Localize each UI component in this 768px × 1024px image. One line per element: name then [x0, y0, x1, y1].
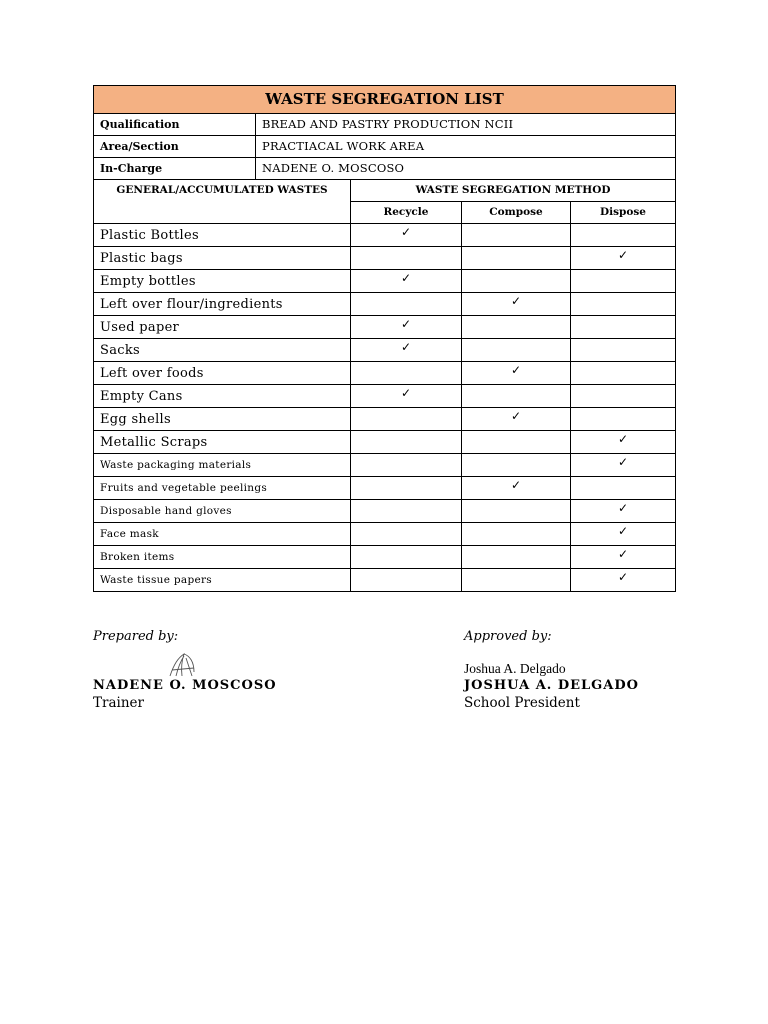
waste-segregation-table	[93, 85, 676, 592]
dispose-cell	[571, 523, 676, 546]
title-row	[94, 86, 676, 114]
compose-cell	[462, 454, 571, 477]
table-row	[94, 270, 676, 293]
check-mark-icon: ✓	[617, 570, 629, 584]
prepared-by-name: NADENE O. MOSCOSO	[93, 678, 277, 693]
waste-item-name: Used paper	[94, 316, 351, 339]
waste-item-name: Face mask	[94, 523, 351, 546]
check-mark-icon: ✓	[510, 478, 522, 492]
check-mark-icon: ✓	[617, 524, 629, 538]
approved-by-signature: Joshua A. Delgado	[464, 661, 566, 676]
check-mark-icon: ✓	[617, 432, 629, 446]
waste-item-name: Left over flour/ingredients	[94, 293, 351, 316]
dispose-cell	[571, 247, 676, 270]
table-row	[94, 247, 676, 270]
recycle-cell	[351, 431, 462, 454]
compose-cell	[462, 339, 571, 362]
signature-scribble	[166, 650, 198, 680]
recycle-cell	[351, 500, 462, 523]
waste-item-name: Egg shells	[94, 408, 351, 431]
recycle-cell	[351, 362, 462, 385]
recycle-cell	[351, 270, 462, 293]
check-mark-icon: ✓	[400, 317, 412, 331]
compose-cell	[462, 270, 571, 293]
dispose-cell	[571, 316, 676, 339]
qualification-value: BREAD AND PASTRY PRODUCTION NCII	[256, 114, 676, 136]
table-row	[94, 454, 676, 477]
compose-column-header: Compose	[462, 202, 571, 224]
table-row	[94, 477, 676, 500]
compose-cell	[462, 293, 571, 316]
waste-item-name: Metallic Scraps	[94, 431, 351, 454]
dispose-cell	[571, 454, 676, 477]
compose-cell	[462, 224, 571, 247]
compose-cell	[462, 385, 571, 408]
info-row	[94, 158, 676, 180]
check-mark-icon: ✓	[400, 386, 412, 400]
area-section-label: Area/Section	[94, 136, 256, 158]
recycle-cell	[351, 523, 462, 546]
waste-item-name: Fruits and vegetable peelings	[94, 477, 351, 500]
dispose-cell	[571, 546, 676, 569]
approved-by-name: JOSHUA A. DELGADO	[464, 678, 639, 693]
table-row	[94, 293, 676, 316]
waste-item-name: Plastic bags	[94, 247, 351, 270]
compose-cell	[462, 431, 571, 454]
compose-cell	[462, 500, 571, 523]
dispose-cell	[571, 500, 676, 523]
dispose-cell	[571, 385, 676, 408]
waste-item-name: Left over foods	[94, 362, 351, 385]
in-charge-value: NADENE O. MOSCOSO	[256, 158, 676, 180]
waste-item-name: Plastic Bottles	[94, 224, 351, 247]
compose-cell	[462, 546, 571, 569]
compose-cell	[462, 247, 571, 270]
recycle-cell	[351, 339, 462, 362]
header-row	[94, 180, 676, 202]
approved-by-title: School President	[464, 695, 580, 711]
in-charge-label: In-Charge	[94, 158, 256, 180]
check-mark-icon: ✓	[510, 363, 522, 377]
check-mark-icon: ✓	[510, 409, 522, 423]
area-section-value: PRACTIACAL WORK AREA	[256, 136, 676, 158]
waste-item-name: Waste packaging materials	[94, 454, 351, 477]
dispose-cell	[571, 431, 676, 454]
waste-item-name: Waste tissue papers	[94, 569, 351, 592]
dispose-cell	[571, 362, 676, 385]
check-mark-icon: ✓	[400, 340, 412, 354]
info-row	[94, 114, 676, 136]
recycle-cell	[351, 293, 462, 316]
dispose-cell	[571, 477, 676, 500]
table-row	[94, 385, 676, 408]
table-row	[94, 523, 676, 546]
recycle-cell	[351, 316, 462, 339]
check-mark-icon: ✓	[617, 455, 629, 469]
prepared-by-title: Trainer	[93, 695, 144, 711]
check-mark-icon: ✓	[617, 501, 629, 515]
dispose-cell	[571, 224, 676, 247]
recycle-cell	[351, 454, 462, 477]
waste-item-name: Broken items	[94, 546, 351, 569]
check-mark-icon: ✓	[617, 547, 629, 561]
check-mark-icon: ✓	[400, 271, 412, 285]
method-column-header: WASTE SEGREGATION METHOD	[351, 180, 676, 202]
wastes-column-header: GENERAL/ACCUMULATED WASTES	[94, 180, 351, 224]
compose-cell	[462, 408, 571, 431]
dispose-cell	[571, 339, 676, 362]
table-row	[94, 408, 676, 431]
info-row	[94, 136, 676, 158]
dispose-column-header: Dispose	[571, 202, 676, 224]
recycle-cell	[351, 224, 462, 247]
recycle-cell	[351, 385, 462, 408]
table-row	[94, 224, 676, 247]
dispose-cell	[571, 270, 676, 293]
table-row	[94, 546, 676, 569]
recycle-cell	[351, 247, 462, 270]
compose-cell	[462, 362, 571, 385]
prepared-by-label: Prepared by:	[93, 629, 179, 644]
recycle-cell	[351, 546, 462, 569]
qualification-label: Qualification	[94, 114, 256, 136]
waste-item-name: Sacks	[94, 339, 351, 362]
compose-cell	[462, 477, 571, 500]
waste-item-name: Empty Cans	[94, 385, 351, 408]
check-mark-icon: ✓	[510, 294, 522, 308]
table-row	[94, 569, 676, 592]
compose-cell	[462, 569, 571, 592]
table-row	[94, 500, 676, 523]
recycle-cell	[351, 477, 462, 500]
compose-cell	[462, 316, 571, 339]
table-row	[94, 431, 676, 454]
dispose-cell	[571, 408, 676, 431]
table-row	[94, 362, 676, 385]
recycle-column-header: Recycle	[351, 202, 462, 224]
document-title: WASTE SEGREGATION LIST	[94, 86, 676, 114]
dispose-cell	[571, 569, 676, 592]
recycle-cell	[351, 569, 462, 592]
table-row	[94, 339, 676, 362]
approved-by-label: Approved by:	[464, 629, 552, 644]
dispose-cell	[571, 293, 676, 316]
check-mark-icon: ✓	[617, 248, 629, 262]
recycle-cell	[351, 408, 462, 431]
waste-item-name: Disposable hand gloves	[94, 500, 351, 523]
waste-item-name: Empty bottles	[94, 270, 351, 293]
compose-cell	[462, 523, 571, 546]
check-mark-icon: ✓	[400, 225, 412, 239]
table-row	[94, 316, 676, 339]
